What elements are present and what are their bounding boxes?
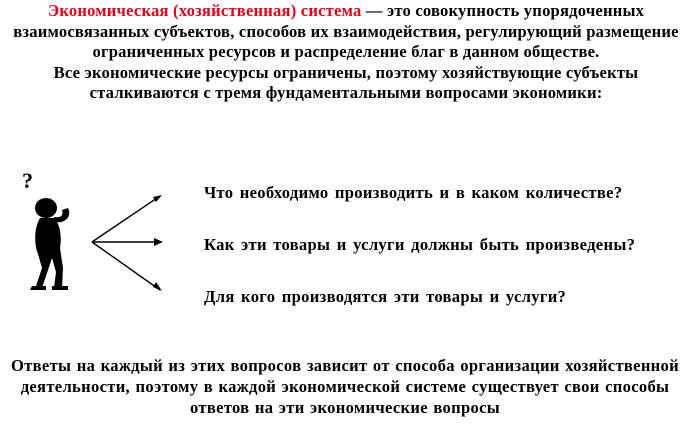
question-what: Что необходимо производить и в каком количестве? [204,183,623,202]
figure-feet-icon [30,286,68,290]
question-mark-icon: ? [22,168,33,193]
branch-arrows [92,196,160,290]
intro-paragraph [6,1,686,104]
question-how: Как эти товары и услуги должны быть произведены? [204,235,636,254]
arrow-heads [153,195,163,291]
term-dash: — [361,1,387,20]
resources-statement: Все экономические ресурсы ограничены, поэтому хозяйствующие субъекты сталкиваются с тремя фундаментальными вопросами экономики: [53,62,639,102]
figure-head-icon [35,198,57,218]
thinking-person-figure [16,162,176,302]
question-for-whom: Для кого производятся эти товары и услуги? [204,287,567,306]
system-term: Экономическая (хозяйственная) система [47,1,362,20]
figure-body-icon [35,218,63,288]
conclusion-paragraph: Ответы на каждый из этих вопросов зависит от способа организации хозяйственной деятельности, поэтому в каждой экономической системе существует свои способы ответов на эти экономические вопросы [10,356,680,417]
system-definition: это совокупность упорядоченных взаимосвязанных субъектов, способов их взаимодействия, регулирующий размещение ограниченных ресурсов и распределение благ в данном обществе. [13,1,679,61]
